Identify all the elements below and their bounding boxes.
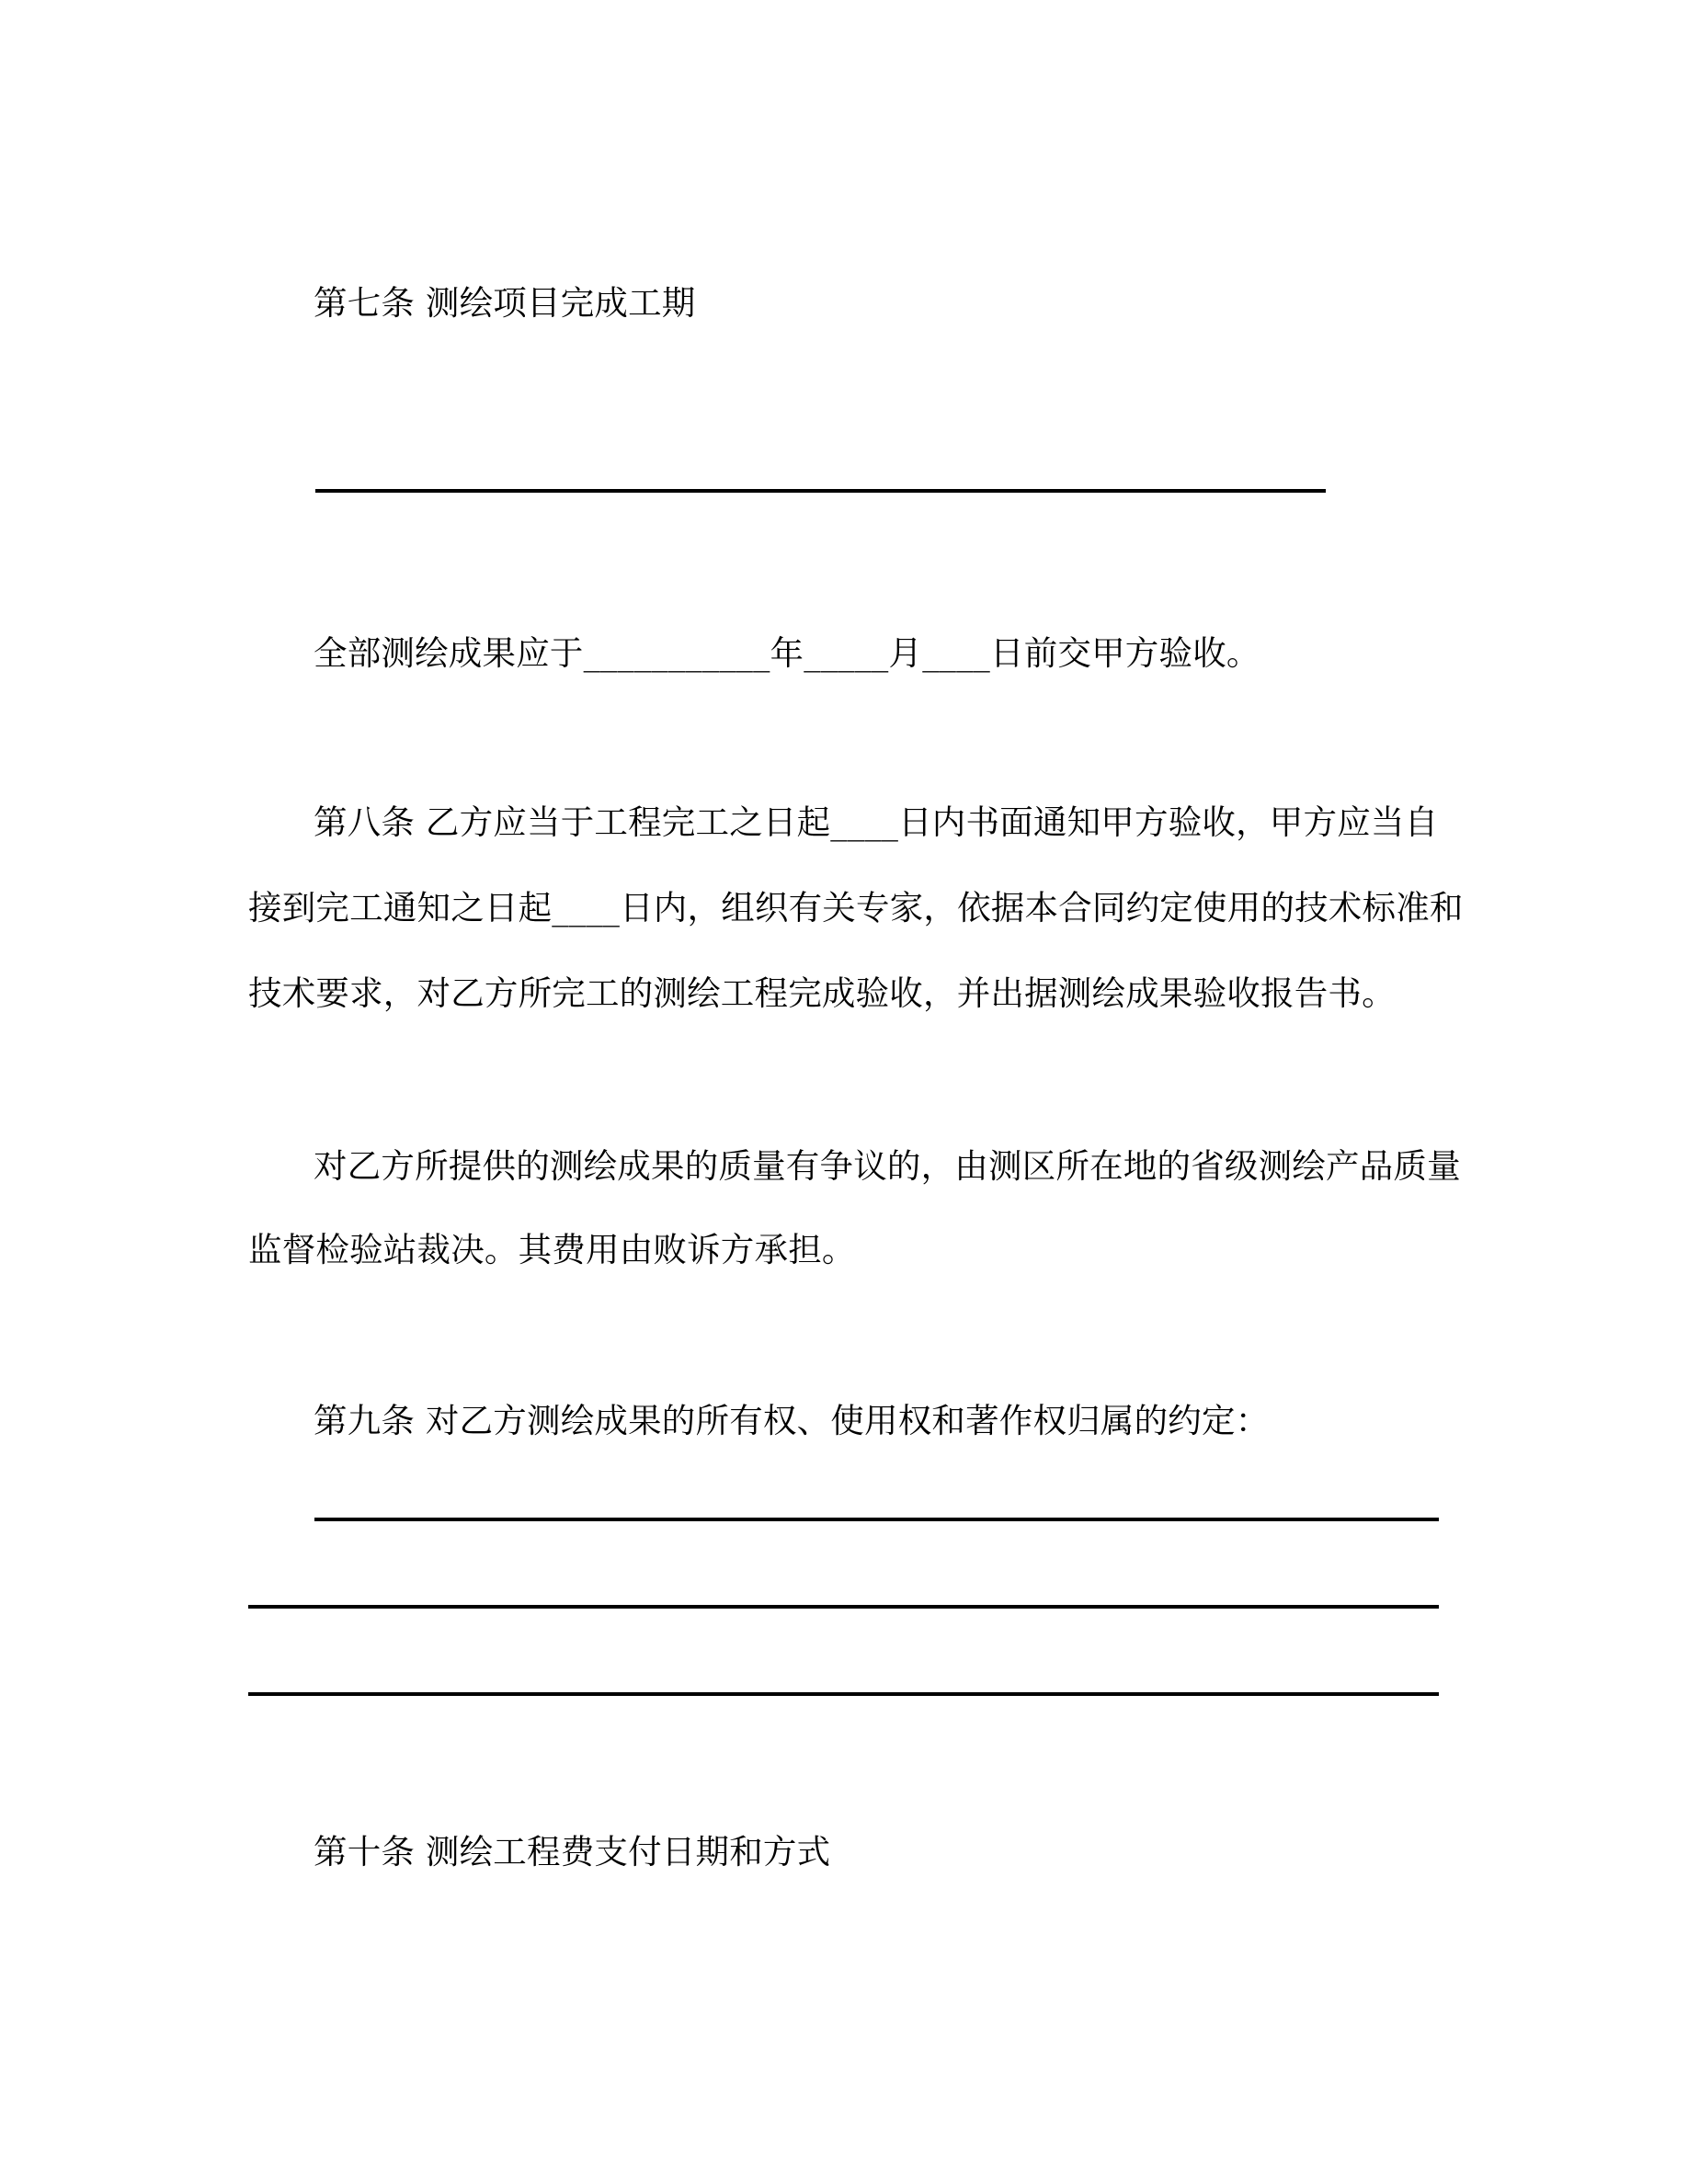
quality-dispute-line-2: 监督检验站裁决。其费用由败诉方承担。 [248,1230,856,1269]
article-10-heading: 第十条 测绘工程费支付日期和方式 [314,1832,831,1871]
quality-dispute-line-1: 对乙方所提供的测绘成果的质量有争议的，由测区所在地的省级测绘产品质量 [314,1146,1461,1186]
article-9-fill-in-rule-1 [314,1518,1439,1521]
article-8-line-3: 技术要求，对乙方所完工的测绘工程完成验收，并出据测绘成果验收报告书。 [248,973,1396,1013]
article-9-fill-in-rule-2 [248,1605,1439,1609]
article-9-fill-in-rule-3 [248,1692,1439,1696]
article-7-heading: 第七条 测绘项目完成工期 [314,283,696,323]
article-7-fill-in-rule [315,489,1326,493]
article-8-line-1: 第八条 乙方应当于工程完工之日起____日内书面通知甲方验收，甲方应当自 [314,802,1439,842]
article-8-line-2: 接到完工通知之日起____日内，组织有关专家，依据本合同约定使用的技术标准和 [248,888,1464,927]
article-9-heading: 第九条 对乙方测绘成果的所有权、使用权和著作权归属的约定： [314,1401,1270,1440]
delivery-deadline-line: 全部测绘成果应于___________年_____月____日前交甲方验收。 [314,633,1260,673]
